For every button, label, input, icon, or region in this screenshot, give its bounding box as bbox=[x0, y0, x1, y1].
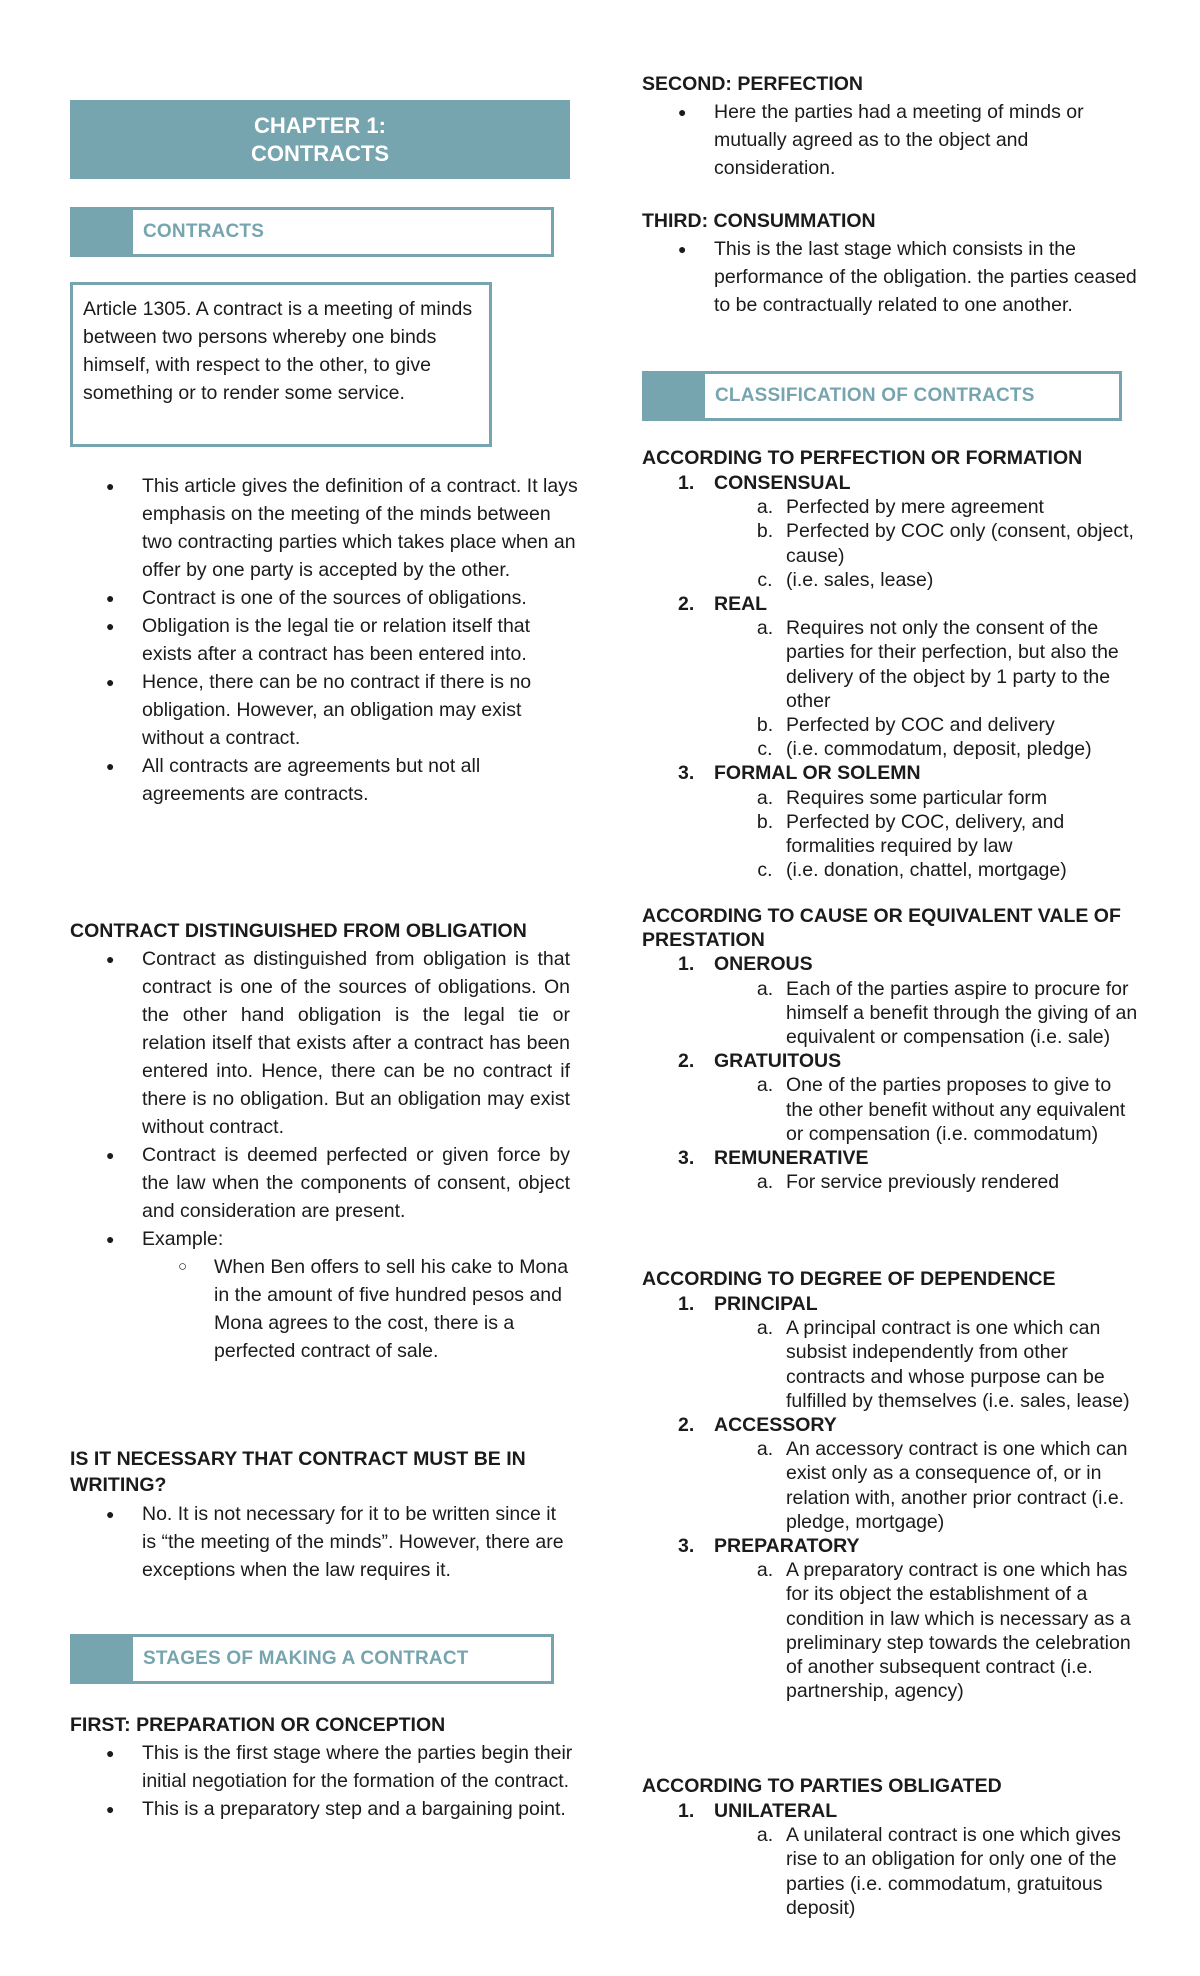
section-header-classification bbox=[642, 371, 1122, 421]
subitem-letter: a. bbox=[756, 1438, 774, 1461]
item-title: ONEROUS bbox=[714, 953, 813, 976]
classification-item bbox=[642, 1146, 1142, 1170]
classification-subitem bbox=[642, 1437, 1142, 1534]
classification-subitem bbox=[642, 1823, 1142, 1920]
list-item: ● Contract as distinguished from obligation is that contract is one of the sources of obligations. On the other hand obligation is the legal tie or relation itself that exists after a contract has been entered into. Hence, there can be no contract if there is no obligation. But an obligation may exist without contract. bbox=[70, 945, 570, 1141]
list-item: ● Here the parties had a meeting of minds or mutually agreed as to the object and consideration. bbox=[642, 98, 1152, 182]
section-tab bbox=[73, 210, 133, 254]
item-number: 3. bbox=[678, 762, 695, 785]
list-item: ● Contract is deemed perfected or given force by the law when the components of consent, object and consideration are present. bbox=[70, 1141, 570, 1225]
classification-item bbox=[642, 1292, 1142, 1316]
subitem-text: A principal contract is one which can subsist independently from other contracts and whose purpose can be fulfilled by themselves (i.e. sales, lease) bbox=[786, 1317, 1130, 1412]
subitem-text: Perfected by COC, delivery, and formalities required by law bbox=[786, 810, 1065, 858]
second-stage-section bbox=[642, 71, 1152, 182]
item-number: 2. bbox=[678, 593, 695, 616]
item-number: 3. bbox=[678, 1147, 695, 1170]
section-tab bbox=[73, 1637, 133, 1681]
subitem-letter: a. bbox=[756, 977, 774, 1000]
writing-heading: IS IT NECESSARY THAT CONTRACT MUST BE IN WRITING? bbox=[70, 1448, 526, 1496]
subitem-letter: a. bbox=[756, 1171, 774, 1194]
classification-subitem bbox=[642, 810, 1142, 858]
classification-item bbox=[642, 471, 1142, 495]
classification-subitem bbox=[642, 1170, 1142, 1194]
subitem-text: A preparatory contract is one which has for its object the establishment of a condition in law which is necessary as a preliminary step towards the celebration of another subsequent contract (i.e. partnership, agency) bbox=[786, 1559, 1131, 1703]
subitem-text: (i.e. donation, chattel, mortgage) bbox=[786, 859, 1067, 882]
list-item: ● This is the first stage where the parties begin their initial negotiation for the formation of the contract. bbox=[70, 1739, 580, 1795]
cause-heading: ACCORDING TO CAUSE OR EQUIVALENT VALE OF PRESTATION bbox=[642, 905, 1121, 952]
subitem-letter: a. bbox=[756, 1317, 774, 1340]
classification-subitem bbox=[642, 858, 1142, 882]
list-item: ● Hence, there can be no contract if there is no obligation. However, an obligation may exist without a contract. bbox=[70, 668, 580, 752]
subitem-letter: b. bbox=[756, 520, 774, 543]
classification-item bbox=[642, 1413, 1142, 1437]
list-item: ● This article gives the definition of a contract. It lays emphasis on the meeting of the minds between two contracting parties which takes place when an offer by one party is accepted by the other. bbox=[70, 472, 580, 584]
item-number: 1. bbox=[678, 953, 695, 976]
item-number: 1. bbox=[678, 472, 695, 494]
classification-subitem bbox=[642, 1073, 1142, 1146]
second-stage-heading: SECOND: PERFECTION bbox=[642, 73, 864, 95]
classification-dependence bbox=[642, 1266, 1142, 1703]
parties-heading: ACCORDING TO PARTIES OBLIGATED bbox=[642, 1775, 1002, 1797]
subitem-letter: c. bbox=[757, 568, 773, 591]
item-title: REMUNERATIVE bbox=[714, 1147, 869, 1170]
section-tab bbox=[645, 374, 705, 418]
article-bullets bbox=[70, 472, 580, 808]
item-title: CONSENSUAL bbox=[714, 472, 851, 494]
classification-parties bbox=[642, 1773, 1142, 1920]
list-item: ● Contract is one of the sources of obligations. bbox=[70, 584, 580, 612]
subitem-text: Perfected by COC and delivery bbox=[786, 714, 1055, 737]
item-number: 3. bbox=[678, 1535, 695, 1558]
third-stage-section bbox=[642, 208, 1152, 319]
article-text: Article 1305. A contract is a meeting of minds between two persons whereby one binds himself, with respect to the other, to give something or to render some service. bbox=[83, 298, 473, 404]
item-title: UNILATERAL bbox=[714, 1800, 838, 1822]
item-title: ACCESSORY bbox=[714, 1414, 837, 1437]
subitem-text: Requires not only the consent of the parties for their perfection, but also the delivery of the object by 1 party to the other bbox=[786, 617, 1119, 712]
classification-subitem bbox=[642, 519, 1142, 567]
classification-subitem bbox=[642, 568, 1142, 592]
list-item: ● This is the last stage which consists in the performance of the obligation. the parties ceased to be contractually related to one another. bbox=[642, 235, 1152, 319]
subitem-text: Perfected by mere agreement bbox=[786, 496, 1044, 519]
first-stage-heading: FIRST: PREPARATION OR CONCEPTION bbox=[70, 1714, 446, 1736]
subitem-letter: a. bbox=[756, 786, 774, 809]
classification-subitem bbox=[642, 495, 1142, 519]
classification-item bbox=[642, 761, 1142, 785]
perfection-heading: ACCORDING TO PERFECTION OR FORMATION bbox=[642, 447, 1083, 469]
item-title: PRINCIPAL bbox=[714, 1293, 818, 1315]
list-item: ● All contracts are agreements but not all agreements are contracts. bbox=[70, 752, 580, 808]
classification-item bbox=[642, 592, 1142, 616]
classification-item bbox=[642, 1799, 1142, 1823]
item-number: 1. bbox=[678, 1293, 695, 1315]
classification-subitem bbox=[642, 1316, 1142, 1413]
example-item: ○ When Ben offers to sell his cake to Mona in the amount of five hundred pesos and Mona agrees to the cost, there is a perfected contract of sale. bbox=[70, 1253, 570, 1365]
section-header-contracts bbox=[70, 207, 554, 257]
list-item: ● No. It is not necessary for it to be written since it is “the meeting of the minds”. However, there are exceptions when the law requires it. bbox=[70, 1500, 570, 1584]
subitem-letter: a. bbox=[756, 1074, 774, 1097]
subitem-text: A unilateral contract is one which gives rise to an obligation for only one of the parties (i.e. commodatum, gratuitous deposit) bbox=[786, 1824, 1121, 1919]
subitem-text: An accessory contract is one which can exist only as a consequence of, or in relation with, another prior contract (i.e. pledge, mortgage) bbox=[786, 1438, 1128, 1533]
subitem-text: One of the parties proposes to give to the other benefit without any equivalent or compensation (i.e. commodatum) bbox=[786, 1074, 1126, 1145]
item-title: PREPARATORY bbox=[714, 1535, 860, 1558]
subitem-letter: c. bbox=[757, 859, 773, 882]
classification-subitem bbox=[642, 1558, 1142, 1703]
section-label: CLASSIFICATION OF CONTRACTS bbox=[715, 385, 1035, 406]
item-number: 2. bbox=[678, 1414, 695, 1437]
list-item: ● This is a preparatory step and a bargaining point. bbox=[70, 1795, 580, 1823]
classification-item bbox=[642, 1534, 1142, 1558]
item-number: 1. bbox=[678, 1800, 695, 1822]
chapter-title: CONTRACTS bbox=[250, 140, 390, 166]
subitem-text: (i.e. commodatum, deposit, pledge) bbox=[786, 738, 1092, 761]
classification-perfection bbox=[642, 445, 1142, 882]
distinguished-heading: CONTRACT DISTINGUISHED FROM OBLIGATION bbox=[70, 920, 527, 942]
writing-section bbox=[70, 1446, 570, 1584]
item-title: FORMAL OR SOLEMN bbox=[714, 762, 921, 785]
classification-subitem bbox=[642, 616, 1142, 713]
list-item: ● Example: bbox=[70, 1225, 570, 1253]
subitem-letter: a. bbox=[756, 617, 774, 640]
dependence-heading: ACCORDING TO DEGREE OF DEPENDENCE bbox=[642, 1268, 1056, 1290]
subitem-text: Requires some particular form bbox=[786, 786, 1048, 809]
chapter-title-box bbox=[70, 100, 570, 179]
classification-subitem bbox=[642, 786, 1142, 810]
subitem-letter: a. bbox=[756, 1824, 774, 1847]
classification-item bbox=[642, 1049, 1142, 1073]
subitem-letter: a. bbox=[756, 496, 774, 519]
distinguished-section bbox=[70, 918, 570, 1365]
chapter-number: CHAPTER 1: bbox=[253, 112, 386, 138]
subitem-letter: b. bbox=[756, 810, 774, 833]
subitem-text: Perfected by COC only (consent, object, cause) bbox=[786, 520, 1134, 567]
classification-cause bbox=[642, 904, 1142, 1194]
classification-subitem bbox=[642, 977, 1142, 1050]
section-header-stages bbox=[70, 1634, 554, 1684]
classification-subitem bbox=[642, 713, 1142, 737]
subitem-text: Each of the parties aspire to procure for himself a benefit through the giving of an equivalent or compensation (i.e. sale) bbox=[786, 977, 1138, 1049]
section-label: CONTRACTS bbox=[143, 221, 265, 242]
third-stage-heading: THIRD: CONSUMMATION bbox=[642, 210, 876, 232]
subitem-text: (i.e. sales, lease) bbox=[786, 568, 934, 591]
subitem-text: For service previously rendered bbox=[786, 1171, 1060, 1194]
subitem-letter: a. bbox=[756, 1559, 774, 1582]
section-label: STAGES OF MAKING A CONTRACT bbox=[143, 1648, 469, 1669]
item-number: 2. bbox=[678, 1050, 695, 1073]
classification-item bbox=[642, 952, 1142, 976]
classification-subitem bbox=[642, 737, 1142, 761]
list-item: ● Obligation is the legal tie or relation itself that exists after a contract has been entered into. bbox=[70, 612, 580, 668]
item-title: REAL bbox=[714, 593, 768, 616]
item-title: GRATUITOUS bbox=[714, 1050, 842, 1073]
article-1305-box bbox=[70, 282, 492, 447]
subitem-letter: c. bbox=[757, 738, 773, 761]
first-stage-section bbox=[70, 1712, 580, 1823]
subitem-letter: b. bbox=[756, 714, 774, 737]
